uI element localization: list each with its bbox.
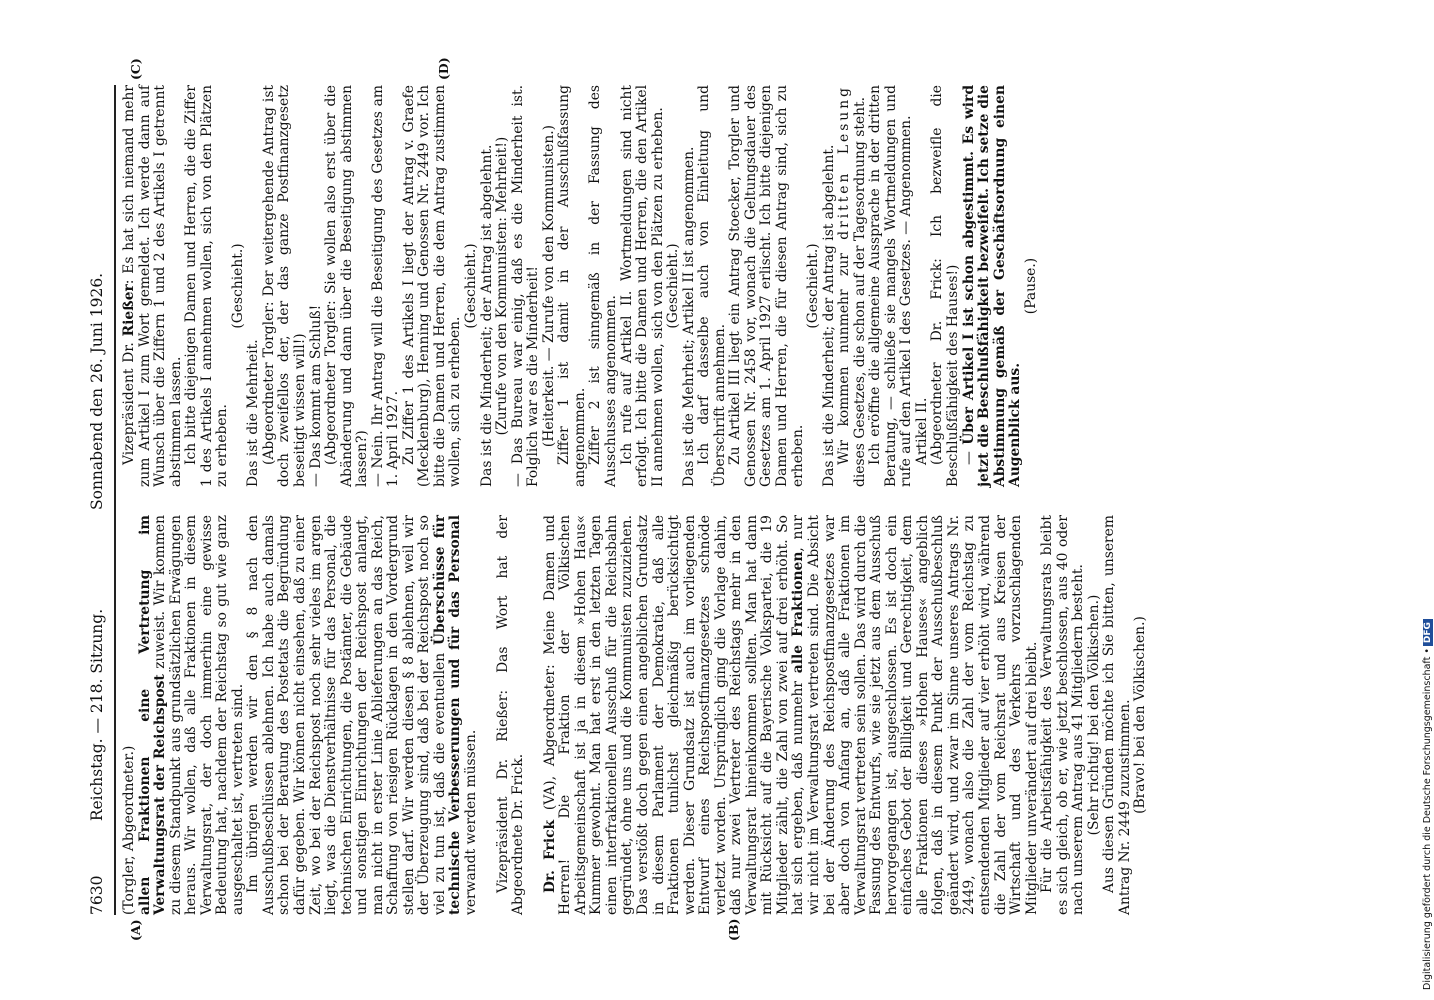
paragraph: Ich rufe auf Artikel II. Wortmeldungen sind nicht erfolgt. Ich bitte die Damen und Herren, die den Artikel II annehmen wollen, sich von den Plätzen zu erheben.: [618, 85, 666, 487]
margin-mark-a: (A): [128, 919, 143, 941]
paragraph: Aus diesen Gründen möchte ich Sie bitten, unserem Antrag Nr. 2449 zuzustimmen.: [1101, 515, 1133, 915]
page-number: 7630: [88, 875, 106, 915]
paragraph: Ich eröffne die allgemeine Aussprache in der dritten Beratung, — schließe sie mangels Wortmeldungen und rufe auf den Artikel I des Gesetzes. — Angenommen.: [867, 85, 915, 487]
paragraph: Für die Arbeitsfähigkeit des Verwaltungsrats bleibt es sich gleich, ob er, wie jetzt beschlossen, aus 40 oder nach unserem Antrag aus 41 Mitgliedern besteht.: [1039, 515, 1087, 915]
paragraph: Im übrigen werden wir den § 8 nach den Ausschußbeschlüssen ablehnen. Ich habe auch damals schon bei der Beratung des Postetats die Begründung dafür gegeben. Wir können nicht einsehen, daß zu einer Zeit, wo bei der Reichspost noch sehr vieles im argen liegt, was die Dienstverhältnisse für das Personal, die technischen Einrichtungen, die Postämter, die Gebäude und sonstigen Einrichtungen der Reichspost anlangt, man nicht in erster Linie Ablieferungen an das Reich, Schaffung von riesigen Rücklagen in den Vordergrund stellen darf. Wir werden diesen § 8 ablehnen, weil wir der Überzeugung sind, daß bei der Reichspost noch so viel zu tun ist, daß die eventuellen Überschüsse für technische Verbesserungen und für das Personal verwandt werden müssen.: [245, 515, 480, 915]
paragraph: Das ist die Mehrheit; Artikel II ist angenommen.: [680, 146, 697, 487]
interjection: (Heiterkeit. — Zurufe von den Kommunisten.): [540, 124, 557, 448]
stage-direction: (Pause.): [1022, 257, 1039, 315]
left-column: [122, 515, 1149, 915]
dfg-logo: DFG: [1423, 619, 1433, 646]
rotated-page: [86, 57, 1326, 941]
speaker-intro: Vizepräsident Dr. Rießer: Das Wort hat der Abgeordnete Dr. Frick.: [494, 515, 527, 915]
paragraph: Zu Artikel III liegt ein Antrag Stoecker, Torgler und Genossen Nr. 2458 vor, wonach die Geltungsdauer des Gesetzes am 1. April 1927 erlischt. Ich bitte diejenigen Damen und Herren, die für diesen Antrag sind, sich zu erheben.: [727, 85, 806, 487]
margin-mark-b: (B): [726, 918, 741, 941]
speaker-continuation: (Torgler, Abgeordneter.): [121, 745, 137, 915]
margin-mark-c: (C): [128, 58, 143, 80]
paragraph: Ich darf dasselbe auch von Einleitung und Überschrift annehmen.: [696, 85, 728, 487]
interjection: (Zurufe von den Kommunisten: Mehrheit!): [494, 136, 511, 436]
paragraph: Das ist die Minderheit; der Antrag ist abgelehnt.: [478, 144, 495, 487]
paragraph: — Über Artikel I ist schon abgestimmt. Es wird jetzt die Beschlußfähigkeit bezweifelt. Ich setze die Abstimmung gemäß der Geschäftsordnung einen Augenblick aus.: [960, 85, 1024, 487]
paragraph: Artikel II.: [913, 397, 930, 465]
paragraph: Vizepräsident Dr. Rießer: Es hat sich niemand mehr zum Artikel I zum Wort gemeldet. Ich werde dann auf Wunsch über die Ziffern 1 und 2 des Artikels I getrennt abstimmen lassen.: [121, 84, 184, 487]
header-rule: [114, 85, 116, 915]
paragraph: — Das Bureau war einig, daß es die Minderheit ist. Folglich war es die Minderheit!: [509, 85, 542, 487]
interjection: (Abgeordneter Torgler: Sie wollen also erst über die Abänderung und dann über die Beseitigung abstimmen lassen?): [323, 85, 371, 487]
paragraph: Dr. Frick (VA), Abgeordneter: Meine Damen und Herren! Die Fraktion der Völkischen Arbeitsgemeinschaft ist ja in diesem »Hohen Haus« Kummer gewohnt. Man hat erst in den letzten Tagen einen interfraktionellen Ausschuß für die Reichsbahn gegründet, ohne uns und die Kommunisten zuzuziehen. Das verstößt doch gegen einen angeblichen Grundsatz in diesem Parlament der Demokratie, daß alle Fraktionen tunlichst gleichmäßig berücksichtigt werden. Dieser Grundsatz ist auch im vorliegenden Entwurf eines Reichspostfinanzgesetzes schnöde verletzt worden. Ursprünglich ging die Vorlage dahin, daß nur zwei Vertreter des Reichstags mehr in den Verwaltungsrat hineinkommen sollten. Man hat dann mit Rücksicht auf die Bayerische Volkspartei, die 19 Mitglieder zählt, die Zahl von zwei auf drei erhöht. So hat sich ergeben, daß nunmehr alle Fraktionen, nur wir nicht im Verwaltungsrat vertreten sind. Die Absicht bei der Änderung des Reichspostfinanzgesetzes war aber doch von Anfang an, daß alle Fraktionen im Verwaltungsrat vertreten sein sollen. Das wird durch die Fassung des Entwurfs, wie sie jetzt aus dem Ausschuß hervorgegangen ist, ausgeschlossen. Es ist doch ein einfaches Gebot der Billigkeit und Gerechtigkeit, dem alle Fraktionen dieses »Hohen Hauses« angeblich folgen, daß in diesem Punkt der Ausschußbeschluß geändert wird, und zwar im Sinne unseres Antrags Nr. 2449, wonach also die Zahl der vom Reichstag zu entsendenden Mitglieder auf vier erhöht wird, während die Zahl der vom Reichsrat und aus Kreisen der Wirtschaft und des Verkehrs vorzuschlagenden Mitglieder unverändert auf drei bleibt.: [541, 515, 1040, 915]
paragraph: — Das kommt am Schluß!: [307, 304, 324, 487]
stage-direction: (Geschieht.): [229, 243, 246, 329]
digitization-credit: [1422, 0, 1434, 990]
paragraph: allen Fraktionen eine Vertretung im Verwaltungsrat der Reichspost zuweist. Wir kommen zu diesem Standpunkt aus grundsätzlichen Erwägungen heraus. Wir wollen, daß alle Fraktionen in diesem Verwaltungsrat, der doch immerhin eine gewisse Bedeutung hat, nachdem der Reichstag so gut wie ganz ausgeschaltet ist, vertreten sind.: [136, 514, 246, 915]
paragraph: Das ist die Mehrheit.: [245, 339, 262, 487]
paragraph: — Nein. Ihr Antrag will die Beseitigung des Gesetzes am 1. April 1927.: [369, 85, 402, 487]
interjection: (Abgeordneter Torgler: Der weitergehende Antrag ist doch zweifellos der, der das ganze Postfinanzgesetz beseitigt wissen will!): [260, 85, 309, 487]
session-date: Sonnabend den 26. Juni 1926.: [88, 272, 106, 510]
margin-mark-d: (D): [436, 57, 451, 80]
interjection: (Abgeordneter Dr. Frick: Ich bezweifle die Beschlußfähigkeit des Hauses!): [929, 85, 961, 487]
paragraph: Ich bitte diejenigen Damen und Herren, die die Ziffer 1 des Artikels I annehmen wollen, sich von den Plätzen zu erheben.: [183, 85, 231, 487]
stage-direction: (Geschieht.): [463, 243, 480, 329]
page-header: [86, 85, 112, 915]
paragraph: Das ist die Minderheit; der Antrag ist abgelehnt.: [820, 144, 837, 487]
paragraph: Wir kommen nunmehr zur dritten Lesung dieses Gesetzes, die schon auf der Tagesordnung steht.: [836, 85, 868, 487]
interjection: (Sehr richtig! bei den Völkischen.): [1085, 594, 1102, 836]
right-column: [122, 85, 1039, 487]
credit-text: Digitalisierung gefördert durch die Deutsche Forschungsgemeinschaft •: [1422, 648, 1433, 990]
stage-direction: (Geschieht.): [665, 243, 682, 329]
interjection: (Bravo! bei den Völkischen.): [1132, 616, 1149, 814]
stage-direction: (Geschieht.): [805, 243, 822, 329]
paragraph: Zu Ziffer 1 des Artikels I liegt der Antrag v. Graefe (Mecklenburg), Henning und Genossen Nr. 2449 vor. Ich bitte die Damen und Herren, die dem Antrag zustimmen wollen, sich zu erheben.: [400, 85, 464, 487]
session-title: Reichstag. — 218. Sitzung.: [88, 608, 106, 822]
paragraph: Ziffer 1 ist damit in der Ausschußfassung angenommen.: [556, 85, 588, 487]
paragraph: Ziffer 2 ist sinngemäß in der Fassung des Ausschusses angenommen.: [587, 85, 619, 487]
